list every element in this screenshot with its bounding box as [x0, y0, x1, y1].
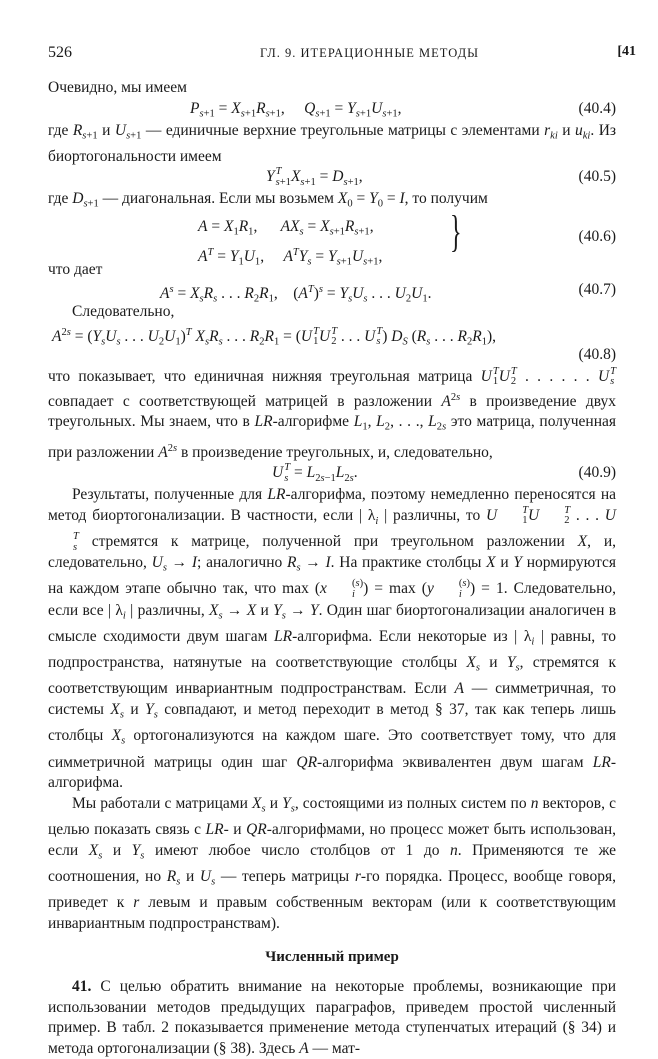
equation-number: (40.5)	[578, 168, 616, 186]
paragraph: Следовательно,	[72, 303, 175, 321]
equation-number: (40.4)	[578, 99, 616, 117]
paragraph: Результаты, полученные для LR-алгорифма, поэтому немедленно переносятся на метод биортогонализации. В частности, если | $\lambda_i$ | различны, то U T 1 U T 2 . . . U T s стремятся к матрице, полученной при треугольном разложении X, и, следовательно, $U_s \to I$; аналогично $R_s \to I$. На практике столбцы X и Y нормируются на каждом этапе обычно так, что max (x (s) i ) = max (y (s) i ) = 1. Следовательно, если все | $\lambda_i$ | различны, $X_s \to X$ и $Y_s \to Y$. Один шаг биортогонализации аналогичен в смысле сходимости двум шагам LR-алгорифма. Если некоторые из | $\lambda_i$ | равны, то подпространства, натянутые на соответствующие столбцы $X_s$ и $Y_s$, стремятся к соответствующим инвариантным подпространствам. Если A — симметричная, то системы $X_s$ и $Y_s$ совпадают, и метод переходит в метод § 37, так как теперь лишь столбцы $X_s$ ортогонализуются на каждом шаге. Это соответствует тому, что для симметричной матрицы один шаг QR-алгорифма эквивалентен двум шагам LR-алгорифма.	[48, 486, 617, 792]
equation-40-8: $A^{2s} = (Y_sU_s$ . . . $U_2U_1)^T$ $X_sR_s$ . . . $R_2R_1 = (U$ T 1 U T 2 . . . U T s ) $D_S$ ($R_s$ . . . $R_2R_1$), (40.8)	[48, 323, 616, 367]
equation-40-7: $A^s = X_sR_s$ . . . $R_2R_1$, $(A^T)^s = Y_sU_s$ . . . $U_2U_1$. (40.7)	[160, 281, 616, 305]
paragraph: 41. С целью обратить внимание на некоторые проблемы, возникающие при использовании методов предыдущих параграфов, приведем простой численный пример. В табл. 2 показывается применение метода ступенчатых итераций (§ 34) и метода ортогонализации (§ 38). Здесь A — мат-	[48, 977, 616, 1057]
page-header	[48, 44, 636, 64]
paragraph: где $D_{s+1}$ — диагональная. Если мы возьмем $X_0 = Y_0 = I$, то получим	[48, 190, 488, 211]
equation-number: (40.7)	[578, 281, 616, 299]
page-number: 526	[48, 44, 72, 61]
equation-number: (40.8)	[578, 345, 616, 363]
section-heading: Численный пример	[265, 949, 399, 966]
equation-number: (40.9)	[578, 464, 616, 482]
paragraph: что показывает, что единичная нижняя треугольная матрица U T 1 U T 2 . . . . . . U T s совпадает с соответствующей матрицей в разложении $A^{2s}$ в произведение двух треугольных. Мы знаем, что в LR-алгорифме $L_1$, $L_2$, . . ., $L_{2s}$ это матрица, полученная при разложении $A^{2s}$ в произведение треугольных, и, следовательно,	[48, 365, 617, 461]
running-head: ГЛ. 9. ИТЕРАЦИОННЫЕ МЕТОДЫ	[260, 46, 480, 60]
paragraph: где $R_{s+1}$ и $U_{s+1}$ — единичные верхние треугольные матрицы с элементами $r_{ki}$ и $u_{ki}$. Из биортогональности имеем	[48, 121, 617, 165]
equation-40-4: $P_{s+1} = X_{s+1}R_{s+1}$, $Q_{s+1} = Y_{s+1}U_{s+1}$, (40.4)	[190, 99, 616, 120]
paragraph: Мы работали с матрицами $X_s$ и $Y_s$, состоящими из полных систем по n векторов, с целью показать связь с LR- и QR-алгорифмами, но процесс может быть использован, если $X_s$ и $Y_s$ имеют любое число столбцов от 1 до n. Применяются те же соотношения, но $R_s$ и $U_s$ — теперь матрицы r-го порядка. Процесс, вообще говоря, приведет к r левым и правым собственным векторам (или к соответствующим инвариантным подпространствам).	[48, 794, 617, 932]
page-body	[48, 78, 616, 1059]
paragraph: что дает	[48, 260, 103, 278]
equation-40-6: $A = X_1R_1$, $AX_s = X_{s+1}R_{s+1}$, $A^T = Y_1U_1$, $A^TY_s = Y_{s+1}U_{s+1}$, } (40.6)	[198, 206, 616, 268]
right-brace: }	[450, 206, 462, 256]
equation-40-9: U T s = $L_{2s-1}L_{2s}$. (40.9)	[272, 462, 616, 484]
equation-number: (40.6)	[578, 227, 616, 245]
paragraph: Очевидно, мы имеем	[48, 79, 187, 96]
equation-40-5: Y T s+1 $X_{s+1} = D_{s+1}$, (40.5)	[266, 166, 616, 189]
section-mark: [41	[617, 44, 636, 59]
